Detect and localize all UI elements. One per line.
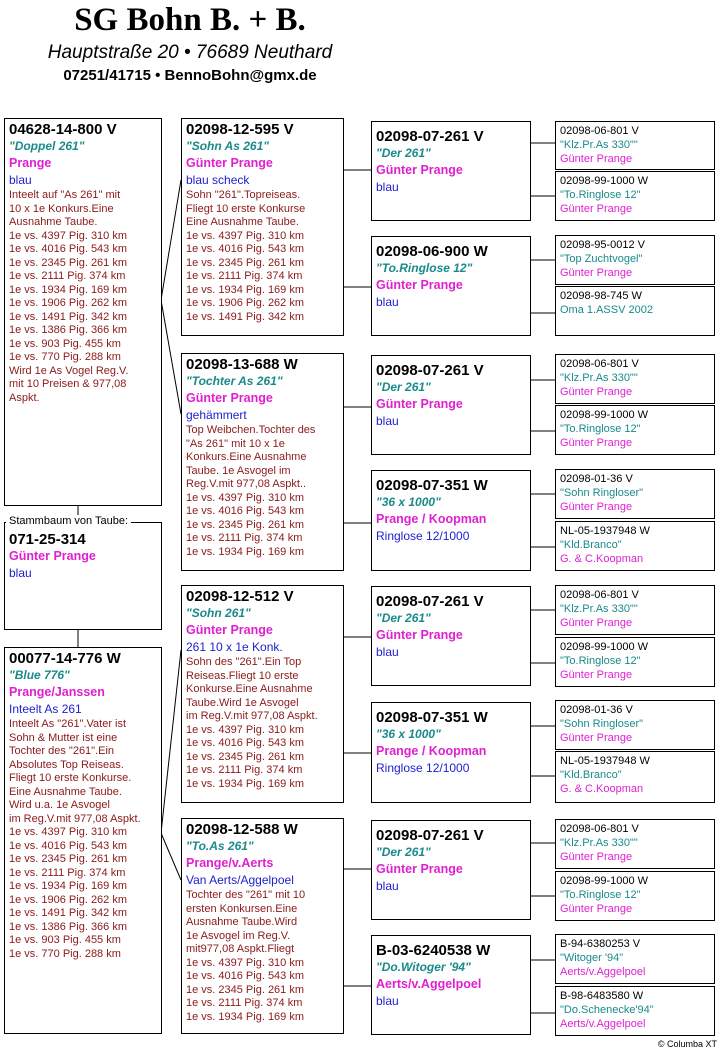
pigeon-owner: Günter Prange: [9, 549, 96, 563]
gggp-owner: G. & C.Koopman: [560, 553, 644, 565]
gggp-name: "Kld.Branco": [560, 769, 622, 781]
gp-color: gehämmert: [186, 408, 247, 422]
grandparent-card[interactable]: [181, 353, 344, 571]
gp-name: "Tochter As 261": [186, 374, 283, 388]
gp-name: "Sohn As 261": [186, 139, 269, 153]
gggp-id: 02098-99-1000 W: [560, 409, 649, 421]
mother-description: Inteelt As "261".Vater ist Sohn & Mutter ist eine Tochter des "261".Ein Absolutes Top Reiseas. Fliegt 10 erste Konkurse. Eine Ausnahme Taube. Wird u.a. 1e Asvogel im Reg.V.mit 977,08 Aspkt. 1e vs. 4397 Pig. 310 km 1e vs. 4016 Pig. 543 km 1e vs. 2345 Pig. 261 km 1e vs. 2111 Pig. 374 km 1e vs. 1934 Pig. 169 km 1e vs. 1906 Pig. 262 km 1e vs. 1491 Pig. 342 km 1e vs. 1386 Pig. 366 km 1e vs. 903 Pig. 455 km 1e vs. 770 Pig. 288 km: [9, 718, 141, 960]
ggp-color: blau: [376, 645, 399, 659]
ggp-id: 02098-07-351 W: [376, 709, 488, 726]
mother-color: Inteelt As 261: [9, 702, 82, 716]
grandparent-card[interactable]: [181, 818, 344, 1034]
gggp-owner: Aerts/v.Aggelpoel: [560, 966, 646, 978]
gggp-owner: Günter Prange: [560, 203, 633, 215]
gggp-card[interactable]: [555, 469, 715, 519]
gggp-owner: Günter Prange: [560, 386, 633, 398]
gggp-id: B-98-6483580 W: [560, 990, 644, 1002]
ggp-color: blau: [376, 994, 399, 1008]
gggp-name: "Sohn Ringloser": [560, 718, 644, 730]
gp-color: Van Aerts/Aggelpoel: [186, 873, 294, 887]
ggp-color: Ringlose 12/1000: [376, 761, 470, 775]
mother-id: 00077-14-776 W: [9, 650, 121, 667]
gggp-name: "Top Zuchtvogel": [560, 253, 643, 265]
gp-id: 02098-13-688 W: [186, 356, 298, 373]
great-grandparent-card[interactable]: [371, 470, 531, 571]
gggp-card[interactable]: [555, 286, 715, 336]
father-name: "Doppel 261": [9, 139, 85, 153]
gp-description: Tochter des "261" mit 10 ersten Konkursen.Eine Ausnahme Taube.Wird 1e Asvogel im Reg.V. mit977,08 Aspkt.Fliegt 1e vs. 4397 Pig. 310 km 1e vs. 4016 Pig. 543 km 1e vs. 2345 Pig. 261 km 1e vs. 2111 Pig. 374 km 1e vs. 1934 Pig. 169 km: [186, 889, 306, 1023]
father-owner: Prange: [9, 156, 52, 170]
gggp-card[interactable]: [555, 986, 715, 1036]
ggp-name: "Do.Witoger '94": [376, 960, 471, 974]
ggp-color: blau: [376, 295, 399, 309]
ggp-color: blau: [376, 879, 399, 893]
gp-name: "Sohn 261": [186, 606, 251, 620]
ggp-id: 02098-07-261 V: [376, 362, 484, 379]
ggp-color: Ringlose 12/1000: [376, 529, 470, 543]
gp-color: blau scheck: [186, 173, 250, 187]
gggp-card[interactable]: [555, 354, 715, 404]
gp-description: Sohn "261".Topreiseas. Fliegt 10 erste Konkurse Eine Ausnahme Taube. 1e vs. 4397 Pig. 310 km 1e vs. 4016 Pig. 543 km 1e vs. 2345 Pig. 261 km 1e vs. 2111 Pig. 374 km 1e vs. 1934 Pig. 169 km 1e vs. 1906 Pig. 262 km 1e vs. 1491 Pig. 342 km: [186, 189, 306, 323]
father-id: 04628-14-800 V: [9, 121, 117, 138]
ggp-owner: Prange / Koopman: [376, 512, 487, 526]
ggp-id: B-03-6240538 W: [376, 942, 491, 959]
gggp-card[interactable]: [555, 521, 715, 571]
gggp-id: 02098-99-1000 W: [560, 641, 649, 653]
gggp-id: 02098-06-801 V: [560, 125, 639, 137]
gp-id: 02098-12-588 W: [186, 821, 298, 838]
ggp-owner: Günter Prange: [376, 862, 463, 876]
ggp-owner: Günter Prange: [376, 628, 463, 642]
ggp-color: blau: [376, 180, 399, 194]
gggp-owner: Günter Prange: [560, 267, 633, 279]
gggp-id: 02098-98-745 W: [560, 290, 642, 302]
gggp-name: "Sohn Ringloser": [560, 487, 644, 499]
gggp-id: 02098-95-0012 V: [560, 239, 646, 251]
gggp-id: 02098-01-36 V: [560, 473, 633, 485]
great-grandparent-card[interactable]: [371, 586, 531, 686]
great-grandparent-card[interactable]: [371, 236, 531, 336]
ggp-owner: Prange / Koopman: [376, 744, 487, 758]
pigeon-id: 071-25-314: [9, 531, 86, 548]
header-contact: 07251/41715 • BennoBohn@gmx.de: [63, 67, 317, 84]
gggp-card[interactable]: [555, 700, 715, 750]
ggp-color: blau: [376, 414, 399, 428]
ggp-name: "Der 261": [376, 380, 431, 394]
gggp-name: Oma 1.ASSV 2002: [560, 304, 653, 316]
ggp-name: "36 x 1000": [376, 727, 441, 741]
gggp-owner: Günter Prange: [560, 437, 633, 449]
gggp-card[interactable]: [555, 235, 715, 285]
ggp-name: "Der 261": [376, 845, 431, 859]
father-color: blau: [9, 173, 32, 187]
grandparent-card[interactable]: [181, 585, 344, 803]
ggp-id: 02098-07-261 V: [376, 593, 484, 610]
gggp-owner: G. & C.Koopman: [560, 783, 644, 795]
mother-card[interactable]: [4, 647, 162, 1034]
ggp-id: 02098-07-261 V: [376, 827, 484, 844]
gggp-name: "Klz.Pr.As 330"": [560, 139, 638, 151]
great-grandparent-card[interactable]: [371, 820, 531, 920]
pigeon-color: blau: [9, 566, 32, 580]
gggp-card[interactable]: [555, 121, 715, 170]
mother-name: "Blue 776": [9, 668, 70, 682]
gp-owner: Günter Prange: [186, 156, 273, 170]
gggp-id: 02098-06-801 V: [560, 358, 639, 370]
gggp-name: "Klz.Pr.As 330"": [560, 603, 638, 615]
ggp-owner: Günter Prange: [376, 163, 463, 177]
gggp-owner: Günter Prange: [560, 501, 633, 513]
gggp-id: 02098-99-1000 W: [560, 175, 649, 187]
gp-owner: Günter Prange: [186, 391, 273, 405]
gggp-name: "Witoger '94": [560, 952, 624, 964]
gggp-owner: Günter Prange: [560, 732, 633, 744]
great-grandparent-card[interactable]: [371, 935, 531, 1035]
gggp-card[interactable]: [555, 171, 715, 221]
ggp-id: 02098-07-351 W: [376, 477, 488, 494]
ggp-owner: Günter Prange: [376, 397, 463, 411]
gggp-name: "Do.Schenecke'94": [560, 1004, 654, 1016]
gggp-name: "To.Ringlose 12": [560, 655, 641, 667]
gggp-name: "Klz.Pr.As 330"": [560, 837, 638, 849]
gggp-card[interactable]: [555, 751, 715, 803]
gggp-id: B-94-6380253 V: [560, 938, 641, 950]
ggp-id: 02098-07-261 V: [376, 128, 484, 145]
gggp-card[interactable]: [555, 934, 715, 984]
gggp-owner: Günter Prange: [560, 903, 633, 915]
gp-description: Sohn des "261".Ein Top Reiseas.Fliegt 10 erste Konkurse.Eine Ausnahme Taube.Wird 1e Asvogel im Reg.V.mit 977,08 Aspkt. 1e vs. 4397 Pig. 310 km 1e vs. 4016 Pig. 543 km 1e vs. 2345 Pig. 261 km 1e vs. 2111 Pig. 374 km 1e vs. 1934 Pig. 169 km: [186, 656, 318, 790]
gggp-id: 02098-01-36 V: [560, 704, 633, 716]
gggp-name: "Kld.Branco": [560, 539, 622, 551]
gggp-owner: Günter Prange: [560, 153, 633, 165]
gggp-owner: Günter Prange: [560, 617, 633, 629]
gp-id: 02098-12-595 V: [186, 121, 294, 138]
gggp-card[interactable]: [555, 585, 715, 635]
gggp-owner: Aerts/v.Aggelpoel: [560, 1018, 646, 1030]
gp-id: 02098-12-512 V: [186, 588, 294, 605]
gggp-owner: Günter Prange: [560, 851, 633, 863]
grandparent-card[interactable]: [181, 118, 344, 336]
gggp-id: 02098-06-801 V: [560, 823, 639, 835]
ggp-id: 02098-06-900 W: [376, 243, 488, 260]
father-description: Inteelt auf "As 261" mit 10 x 1e Konkurs.Eine Ausnahme Taube. 1e vs. 4397 Pig. 310 km 1e vs. 4016 Pig. 543 km 1e vs. 2345 Pig. 261 km 1e vs. 2111 Pig. 374 km 1e vs. 1934 Pig. 169 km 1e vs. 1906 Pig. 262 km 1e vs. 1491 Pig. 342 km 1e vs. 1386 Pig. 366 km 1e vs. 903 Pig. 455 km 1e vs. 770 Pig. 288 km Wird 1e As Vogel Reg.V. mit 10 Preisen & 977,08 Aspkt.: [9, 189, 129, 404]
gggp-id: NL-05-1937948 W: [560, 525, 650, 537]
gp-name: "To.As 261": [186, 839, 254, 853]
great-grandparent-card[interactable]: [371, 702, 531, 803]
gp-owner: Günter Prange: [186, 623, 273, 637]
father-card[interactable]: [4, 118, 162, 506]
gggp-name: "To.Ringlose 12": [560, 889, 641, 901]
header-address: Hauptstraße 20 • 76689 Neuthard: [47, 42, 333, 63]
great-grandparent-card[interactable]: [371, 355, 531, 455]
ggp-name: "To.Ringlose 12": [376, 261, 473, 275]
gp-color: 261 10 x 1e Konk.: [186, 640, 283, 654]
ggp-name: "36 x 1000": [376, 495, 441, 509]
gggp-card[interactable]: [555, 637, 715, 687]
gggp-card[interactable]: [555, 405, 715, 455]
gggp-card[interactable]: [555, 871, 715, 921]
gggp-name: "To.Ringlose 12": [560, 189, 641, 201]
ggp-owner: Günter Prange: [376, 278, 463, 292]
ggp-owner: Aerts/v.Aggelpoel: [376, 977, 482, 991]
gp-description: Top Weibchen.Tochter des "As 261" mit 10 x 1e Konkurs.Eine Ausnahme Taube. 1e Asvogel im Reg.V.mit 977,08 Aspkt.. 1e vs. 4397 Pig. 310 km 1e vs. 4016 Pig. 543 km 1e vs. 2345 Pig. 261 km 1e vs. 2111 Pig. 374 km 1e vs. 1934 Pig. 169 km: [186, 424, 316, 558]
mother-owner: Prange/Janssen: [9, 685, 105, 699]
great-grandparent-card[interactable]: [371, 121, 531, 221]
ggp-name: "Der 261": [376, 146, 431, 160]
gggp-owner: Günter Prange: [560, 669, 633, 681]
gp-owner: Prange/v.Aerts: [186, 856, 274, 870]
ggp-name: "Der 261": [376, 611, 431, 625]
pigeon-card[interactable]: [4, 522, 162, 630]
gggp-id: 02098-06-801 V: [560, 589, 639, 601]
gggp-name: "To.Ringlose 12": [560, 423, 641, 435]
gggp-card[interactable]: [555, 819, 715, 869]
header-title: SG Bohn B. + B.: [74, 2, 306, 38]
pedigree-label: Stammbaum von Taube:: [6, 515, 131, 527]
copyright: © Columba XT: [657, 1039, 717, 1049]
gggp-id: 02098-99-1000 W: [560, 875, 649, 887]
gggp-name: "Klz.Pr.As 330"": [560, 372, 638, 384]
gggp-id: NL-05-1937948 W: [560, 755, 650, 767]
